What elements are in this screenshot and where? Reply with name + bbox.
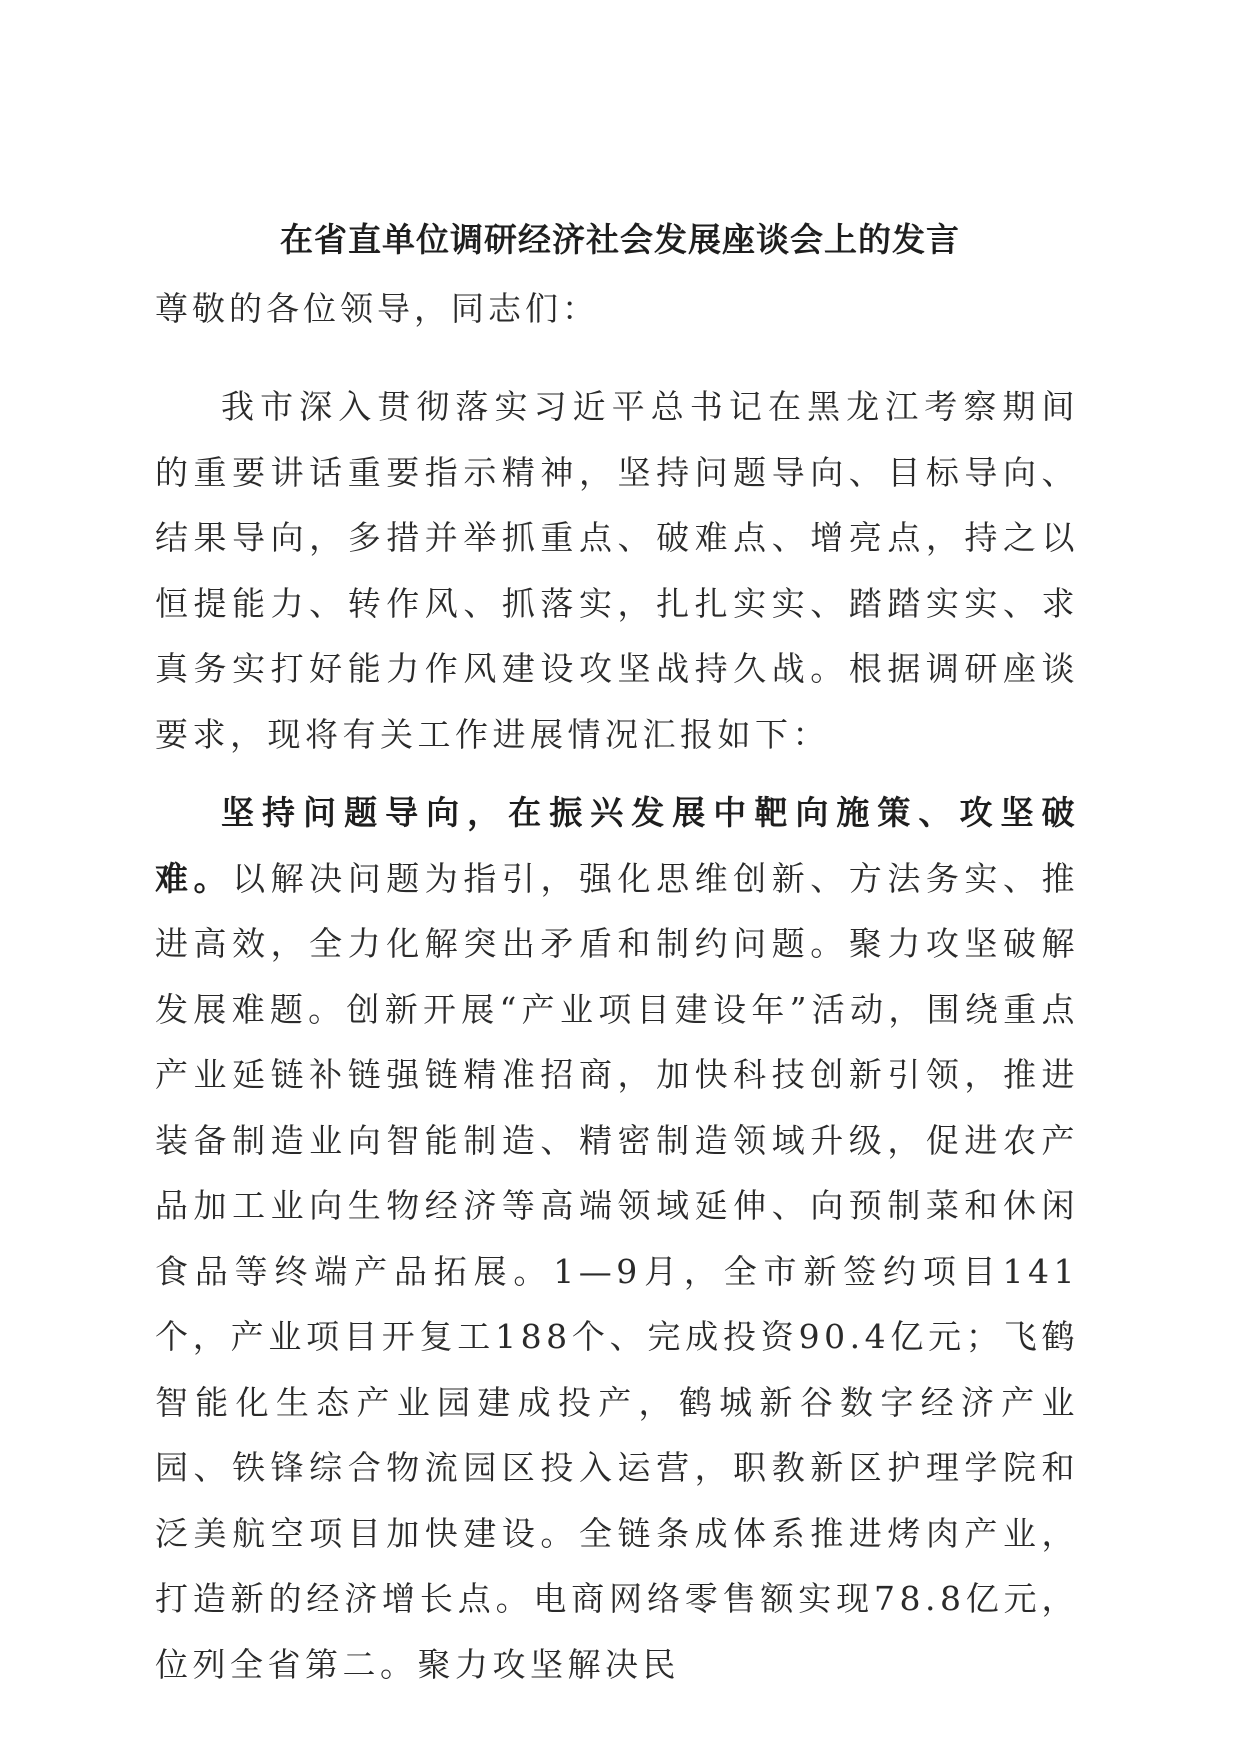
- salutation: 尊敬的各位领导，同志们：: [155, 289, 599, 328]
- paragraph-problem-orientation: [155, 780, 1079, 1697]
- paragraph-lead-heading: 坚持问题导向，在振兴发展中靶向施策、攻坚破难。: [155, 793, 1079, 898]
- document-title: 在省直单位调研经济社会发展座谈会上的发言: [280, 220, 960, 259]
- paragraph-intro: 我市深入贯彻落实习近平总书记在黑龙江考察期间的重要讲话重要指示精神，坚持问题导向、目标导向、结果导向，多措并举抓重点、破难点、增亮点，持之以恒提能力、转作风、抓落实，扎扎实实、踏踏实实、求真务实打好能力作风建设攻坚战持久战。根据调研座谈要求，现将有关工作进展情况汇报如下：: [155, 387, 1079, 754]
- paragraph-body-text: 以解决问题为指引，强化思维创新、方法务实、推进高效，全力化解突出矛盾和制约问题。聚力攻坚破解发展难题。创新开展“产业项目建设年”活动，围绕重点产业延链补链强链精准招商，加快科技创新引领，推进装备制造业向智能制造、精密制造领域升级，促进农产品加工业向生物经济等高端领域延伸、向预制菜和休闲食品等终端产品拓展。1—9月，全市新签约项目141个，产业项目开复工188个、完成投资90.4亿元；飞鹤智能化生态产业园建成投产，鹤城新谷数字经济产业园、铁锋综合物流园区投入运营，职教新区护理学院和泛美航空项目加快建设。全链条成体系推进烤肉产业，打造新的经济增长点。电商网络零售额实现78.8亿元，位列全省第二。聚力攻坚解决民: [155, 858, 1080, 1684]
